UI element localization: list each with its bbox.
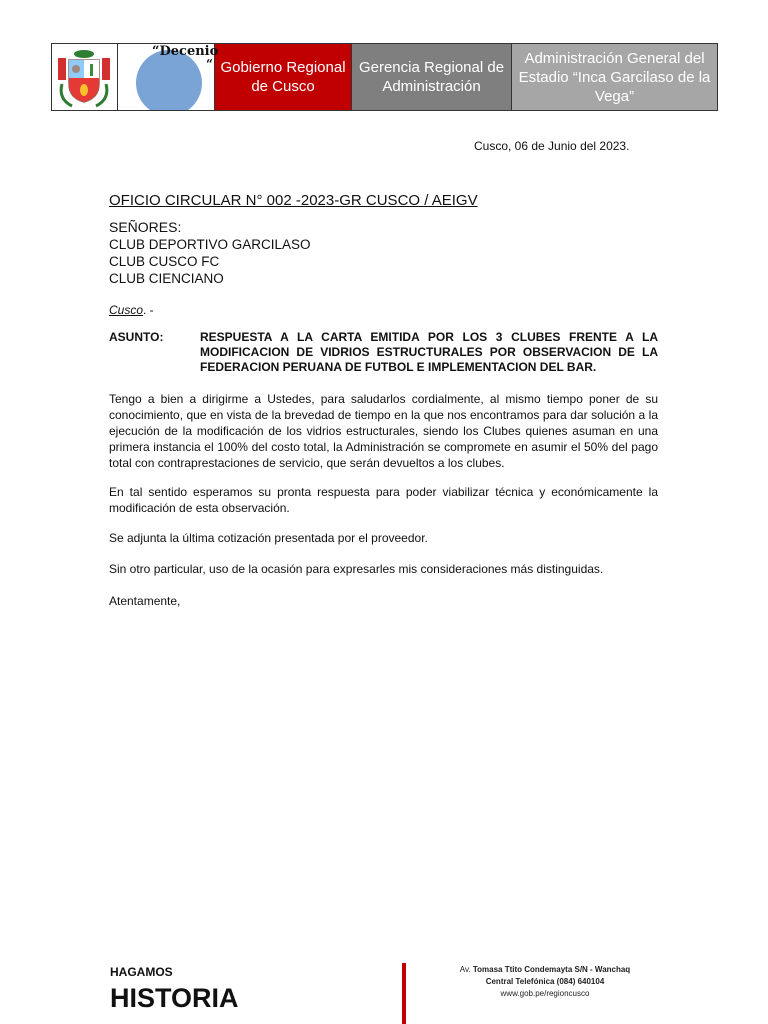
peru-coat-of-arms-icon	[52, 44, 118, 110]
gerencia-regional-cell	[352, 44, 512, 110]
recipient-item: CLUB DEPORTIVO GARCILASO	[109, 237, 311, 252]
gobierno-regional-cell	[215, 44, 352, 110]
gerencia-regional-text: Gerencia Regional de Administración	[358, 59, 505, 95]
address-prefix: Av.	[459, 965, 473, 974]
asunto-text: RESPUESTA A LA CARTA EMITIDA POR LOS 3 CLUBES FRENTE A LA MODIFICACION DE VIDRIOS ESTRUCTURALES POR OBSERVACION DE LA FEDERACION PERUANA DE FUTBOL E IMPLEMENTACION DEL BAR.	[200, 330, 658, 374]
footer-address-block	[420, 964, 670, 1000]
city-line	[109, 303, 154, 317]
document-date: Cusco, 06 de Junio del 2023.	[474, 139, 630, 153]
body-paragraph: Sin otro particular, uso de la ocasión para expresarles mis consideraciones más distinguidas.	[109, 562, 604, 576]
logo-circle-icon	[136, 50, 202, 110]
recipient-item: CLUB CIENCIANO	[109, 271, 224, 286]
salutation: SEÑORES:	[109, 219, 182, 235]
administracion-text: Administración General del Estadio “Inca Garcilaso de la Vega”	[518, 49, 711, 105]
website-line: www.gob.pe/regioncusco	[500, 989, 590, 998]
closing: Atentamente,	[109, 594, 181, 608]
slogan-small: HAGAMOS	[110, 965, 173, 979]
motto-line-2: “	[206, 57, 213, 71]
decenio-motto: “Decenio	[152, 44, 219, 59]
asunto-label: ASUNTO:	[109, 330, 164, 344]
body-paragraph: Se adjunta la última cotización presentada por el proveedor.	[109, 531, 428, 545]
body-paragraph: Tengo a bien a dirigirme a Ustedes, para saludarlos cordialmente, al mismo tiempo poner de su conocimiento, que en vista de la brevedad de tiempo en la que nos encontramos para dar solución a la ejecución de la modificación de los vidrios estructurales, siendo los Clubes quienes asuman en una primera instancia el 100% del costo total, la Administración se compromete en asumir el 50% del pago total con contraprestaciones de servicio, que serán devueltos a los clubes.	[109, 392, 658, 470]
address-street: Tomasa Ttito Condemayta S/N - Wanchaq	[472, 965, 631, 974]
administracion-cell	[512, 44, 717, 110]
address-line	[420, 964, 670, 976]
city-suffix: . -	[143, 303, 154, 317]
footer-divider	[402, 963, 406, 1024]
recipient-item: CLUB CUSCO FC	[109, 254, 220, 269]
document-title: OFICIO CIRCULAR N° 002 -2023-GR CUSCO / AEIGV	[109, 192, 478, 209]
body-paragraph: En tal sentido esperamos su pronta respuesta para poder viabilizar técnica y económicamente la modificación de esta observación.	[109, 485, 658, 515]
city-name: Cusco	[109, 303, 144, 317]
phone-line: Central Telefónica (084) 640104	[485, 977, 605, 986]
gobierno-regional-text: Gobierno Regional de Cusco	[220, 59, 346, 95]
recipient-list	[109, 236, 311, 287]
slogan-big: HISTORIA	[110, 983, 239, 1013]
